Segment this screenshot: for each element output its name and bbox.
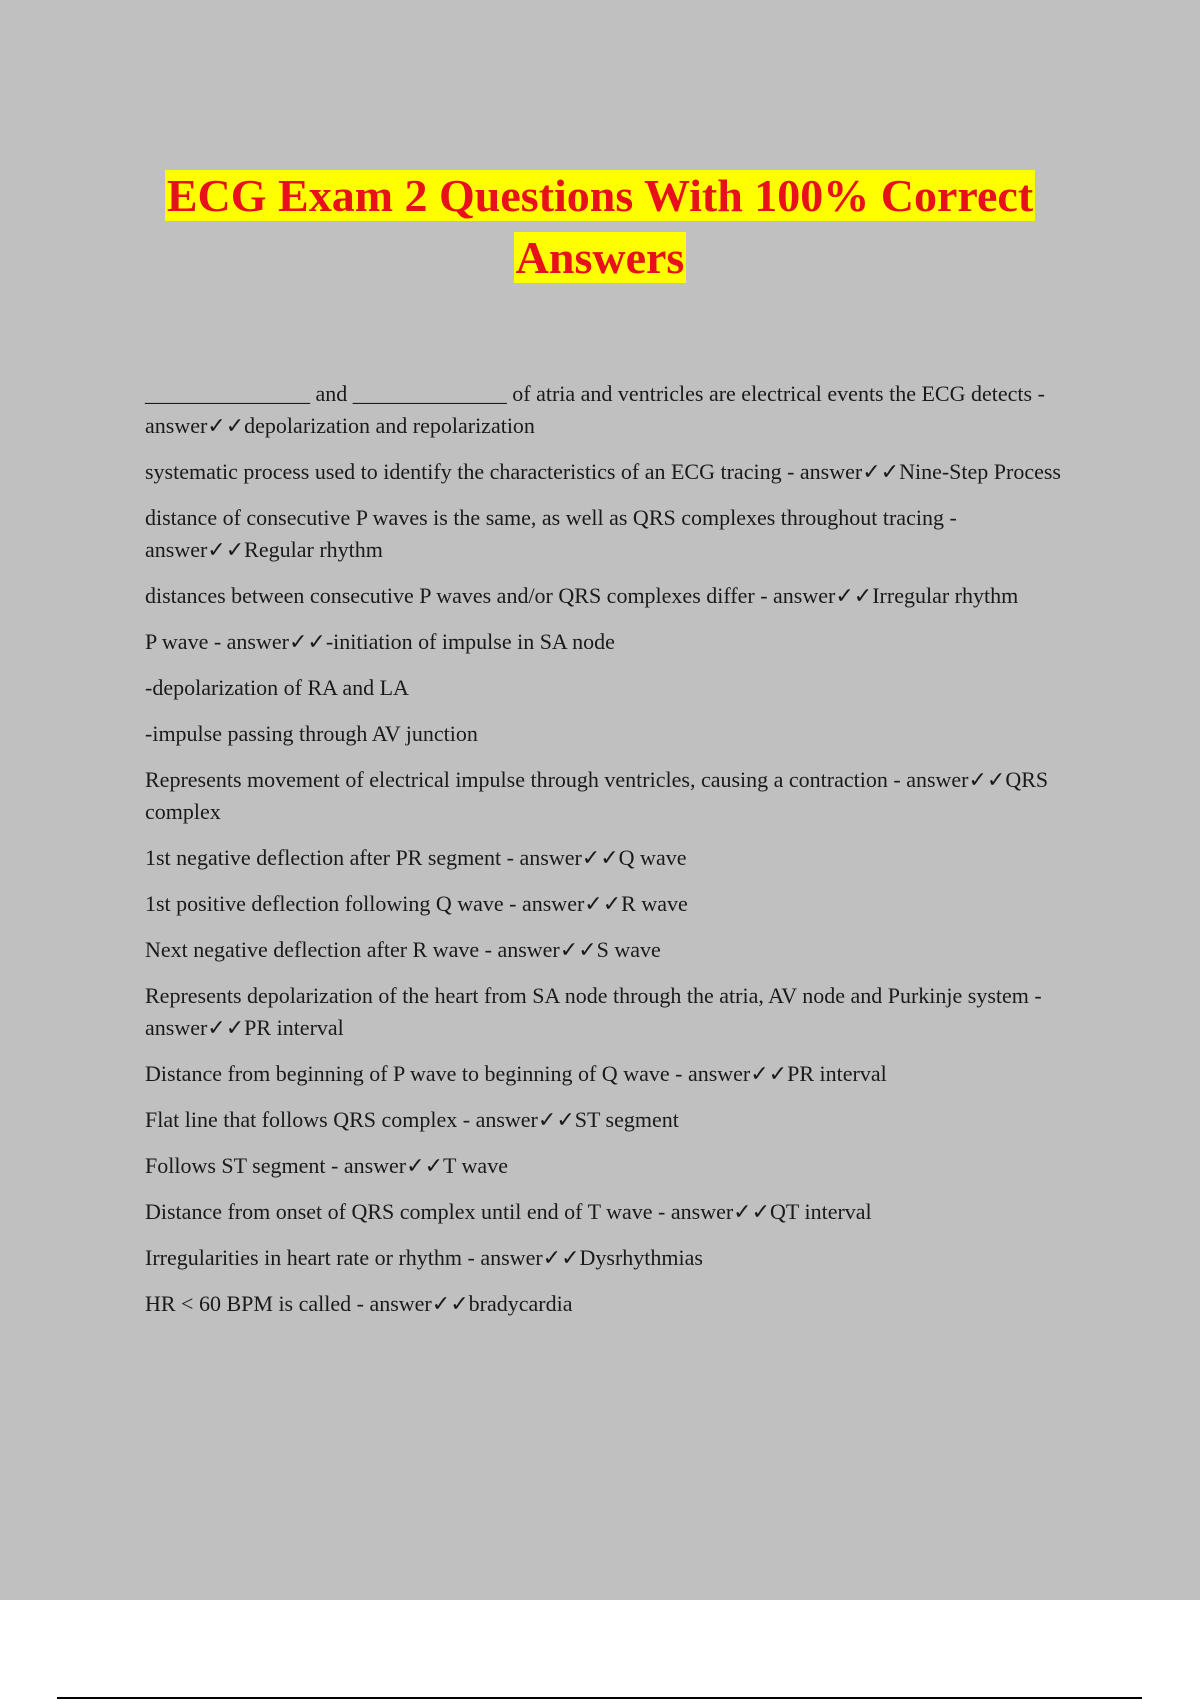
qa-item: -impulse passing through AV junction — [145, 721, 478, 746]
qa-item: P wave - answer✓✓-initiation of impulse in SA node — [145, 629, 615, 654]
document-title — [0, 165, 1200, 289]
page-divider-line — [57, 1697, 1142, 1699]
qa-item: Next negative deflection after R wave - answer✓✓S wave — [145, 937, 661, 962]
qa-item: HR < 60 BPM is called - answer✓✓bradycardia — [145, 1291, 573, 1316]
qa-item: Irregularities in heart rate or rhythm - answer✓✓Dysrhythmias — [145, 1245, 703, 1270]
qa-item: Distance from beginning of P wave to beginning of Q wave - answer✓✓PR interval — [145, 1061, 887, 1086]
qa-item: -depolarization of RA and LA — [145, 675, 409, 700]
qa-item: Represents depolarization of the heart from SA node through the atria, AV node and Purkinje system - answer✓✓PR interval — [145, 983, 1042, 1040]
qa-item: Follows ST segment - answer✓✓T wave — [145, 1153, 508, 1178]
qa-item: Distance from onset of QRS complex until end of T wave - answer✓✓QT interval — [145, 1199, 872, 1224]
qa-item: distances between consecutive P waves and/or QRS complexes differ - answer✓✓Irregular rhythm — [145, 583, 1019, 608]
qa-item: distance of consecutive P waves is the same, as well as QRS complexes throughout tracing - answer✓✓Regular rhythm — [145, 505, 957, 562]
qa-list — [145, 378, 1075, 1334]
qa-item: 1st positive deflection following Q wave - answer✓✓R wave — [145, 891, 688, 916]
qa-item: Flat line that follows QRS complex - answer✓✓ST segment — [145, 1107, 679, 1132]
qa-item: Represents movement of electrical impulse through ventricles, causing a contraction - answer✓✓QRS complex — [145, 767, 1049, 824]
qa-item: _______________ and ______________ of atria and ventricles are electrical events the ECG detects - answer✓✓depolarization and repolarization — [145, 381, 1045, 438]
qa-item: systematic process used to identify the characteristics of an ECG tracing - answer✓✓Nine-Step Process — [145, 459, 1061, 484]
title-line-1: ECG Exam 2 Questions With 100% Correct — [166, 170, 1034, 221]
title-line-2: Answers — [515, 232, 685, 283]
qa-item: 1st negative deflection after PR segment - answer✓✓Q wave — [145, 845, 687, 870]
